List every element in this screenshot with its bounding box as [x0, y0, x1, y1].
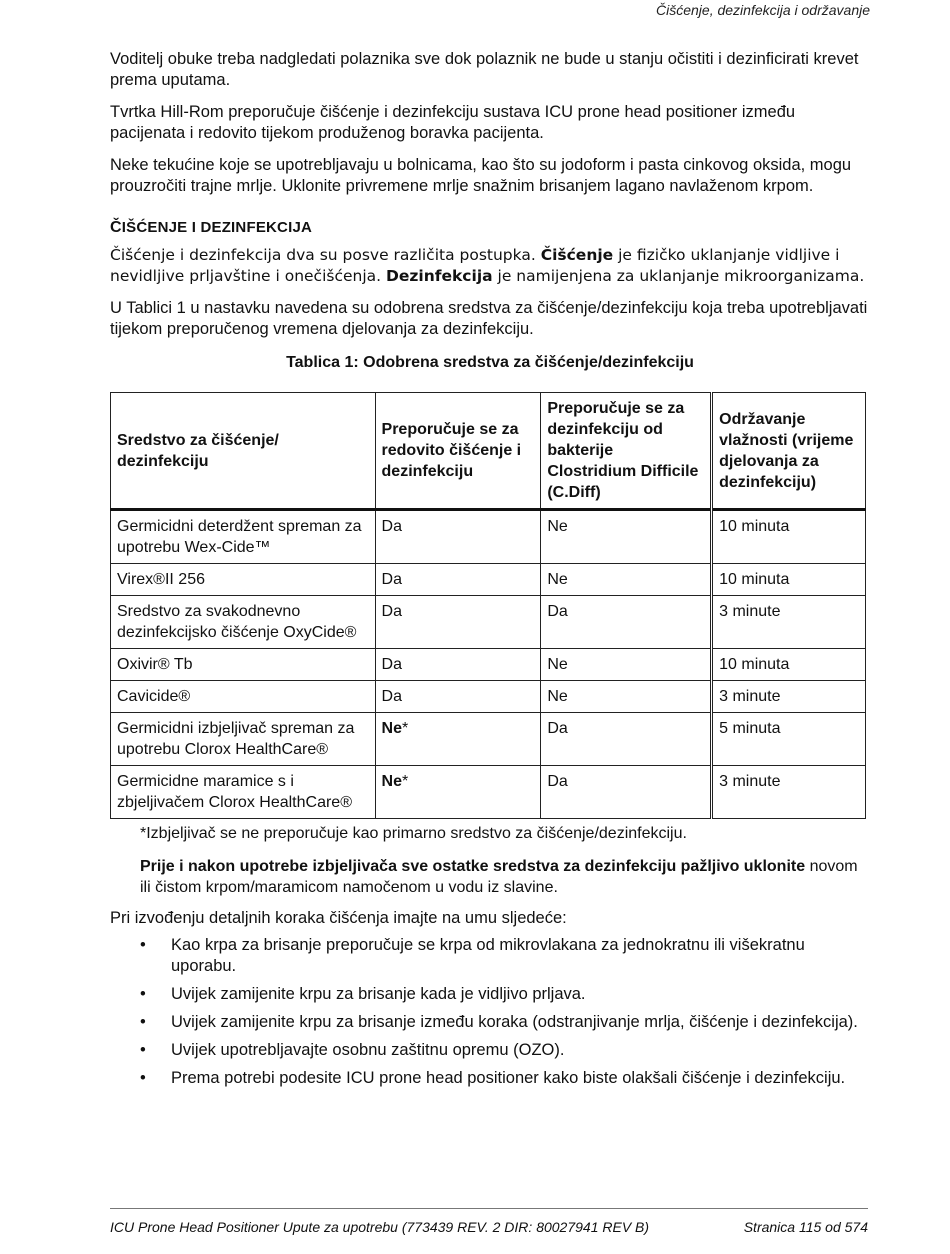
- paragraph-trainer: Voditelj obuke treba nadgledati polaznika sve dok polaznik ne bude u stanju očistiti i dezinficirati krevet prema uputama.: [110, 50, 859, 89]
- bleach-warning-rest: novom ili čistom krpom/maramicom namočenom u vodu iz slavine.: [140, 858, 858, 896]
- table-row: [111, 564, 866, 596]
- steps-intro: Pri izvođenju detaljnih koraka čišćenja imajte na umu sljedeće:: [110, 909, 567, 927]
- cdiff-value: Ne: [541, 681, 712, 713]
- definition-text-2: je fizičko uklanjanje vidljive i nevidljive prljavštine i onečišćenja.: [110, 246, 840, 285]
- approved-agents-table: [110, 392, 866, 819]
- list-item: [110, 1068, 870, 1089]
- cdiff-value: Ne: [541, 649, 712, 681]
- contact-time-value: 3 minute: [712, 681, 866, 713]
- asterisk-mark: *: [401, 720, 409, 737]
- definition-term-disinfection: Dezinfekcija: [386, 267, 493, 285]
- agent-name: Cavicide®: [111, 681, 376, 713]
- paragraph-recommendation: Tvrtka Hill-Rom preporučuje čišćenje i dezinfekciju sustava ICU prone head positioner između pacijenata i redovito tijekom produženog boravka pacijenta.: [110, 103, 796, 142]
- contact-time-value: 5 minuta: [712, 713, 866, 766]
- list-item-text: Uvijek zamijenite krpu za brisanje kada je vidljivo prljava.: [171, 985, 586, 1003]
- list-item-text: Uvijek upotrebljavajte osobnu zaštitnu opremu (OZO).: [171, 1041, 565, 1059]
- contact-time-value: 3 minute: [712, 766, 866, 819]
- list-item-text: Prema potrebi podesite ICU prone head positioner kako biste olakšali čišćenje i dezinfekciju.: [171, 1069, 846, 1087]
- table-header-row: [111, 393, 866, 510]
- routine-value: Da: [375, 596, 541, 649]
- cdiff-value: Ne: [541, 510, 712, 564]
- routine-value: Da: [375, 681, 541, 713]
- cdiff-value: Da: [541, 713, 712, 766]
- routine-value: [375, 766, 541, 819]
- header-cdiff: Preporučuje se za dezinfekciju od bakterije Clostridium Difficile (C.Diff): [541, 393, 712, 510]
- table-row: [111, 713, 866, 766]
- list-item: [110, 1012, 870, 1033]
- section-heading: [110, 219, 870, 237]
- table-intro: U Tablici 1 u nastavku navedena su odobrena sredstva za čišćenje/dezinfekciju koja treba upotrebljavati tijekom preporučenog vremena djelovanja za dezinfekciju.: [110, 299, 868, 338]
- table-caption: Tablica 1: Odobrena sredstva za čišćenje/dezinfekciju: [286, 354, 694, 371]
- table-footnote: *Izbjeljivač se ne preporučuje kao primarno sredstvo za čišćenje/dezinfekciju.: [140, 825, 687, 842]
- header-agent: Sredstvo za čišćenje/ dezinfekciju: [111, 393, 376, 510]
- definition-term-cleaning: Čišćenje: [540, 246, 614, 264]
- footer-page-number: Stranica 115 od 574: [743, 1219, 868, 1235]
- list-item: [110, 1040, 870, 1061]
- routine-value-bold: Ne: [381, 773, 402, 790]
- list-item-text: Uvijek zamijenite krpu za brisanje između koraka (odstranjivanje mrlja, čišćenje i dezinfekcija).: [171, 1013, 858, 1031]
- table-row: [111, 766, 866, 819]
- cdiff-value: Da: [541, 766, 712, 819]
- list-item: [110, 984, 870, 1005]
- table-row: [111, 510, 866, 564]
- running-header: Čišćenje, dezinfekcija i održavanje: [656, 2, 870, 18]
- agent-name: Oxivir® Tb: [111, 649, 376, 681]
- routine-value-bold: Ne: [381, 720, 402, 737]
- bullet-icon: •: [140, 1041, 146, 1059]
- routine-value: Da: [375, 510, 541, 564]
- footer-document-title: ICU Prone Head Positioner Upute za upotrebu (773439 REV. 2 DIR: 80027941 REV B): [110, 1219, 650, 1235]
- agent-name: Germicidne maramice s i zbjeljivačem Clorox HealthCare®: [111, 766, 376, 819]
- section-heading-initial: Č: [110, 219, 122, 236]
- cdiff-value: Da: [541, 596, 712, 649]
- bullet-icon: •: [140, 936, 146, 954]
- page-content: [110, 49, 870, 1096]
- paragraph-stains: Neke tekućine koje se upotrebljavaju u bolnicama, kao što su jodoform i pasta cinkovog oksida, mogu prouzročiti trajne mrlje. Uklonite privremene mrlje snažnim brisanjem lagano navlaženom krpom.: [110, 156, 852, 195]
- bullet-icon: •: [140, 1069, 146, 1087]
- table-row: [111, 681, 866, 713]
- agent-name: Virex®II 256: [111, 564, 376, 596]
- bullet-icon: •: [140, 1013, 146, 1031]
- header-contact-time: Održavanje vlažnosti (vrijeme djelovanja za dezinfekciju): [712, 393, 866, 510]
- header-routine: Preporučuje se za redovito čišćenje i dezinfekciju: [375, 393, 541, 510]
- bleach-warning-bold: Prije i nakon upotrebe izbjeljivača sve ostatke sredstva za dezinfekciju pažljivo uklonite: [140, 858, 806, 875]
- footer-divider: [110, 1208, 868, 1209]
- routine-value: Da: [375, 649, 541, 681]
- contact-time-value: 10 minuta: [712, 649, 866, 681]
- cleaning-steps-list: [110, 935, 870, 1089]
- section-heading-rest: IŠĆENJE I DEZINFEKCIJA: [121, 219, 313, 236]
- bullet-icon: •: [140, 985, 146, 1003]
- bleach-warning: [140, 856, 870, 898]
- contact-time-value: 10 minuta: [712, 510, 866, 564]
- cdiff-value: Ne: [541, 564, 712, 596]
- routine-value: [375, 713, 541, 766]
- agent-name: Germicidni izbjeljivač spreman za upotrebu Clorox HealthCare®: [111, 713, 376, 766]
- list-item-text: Kao krpa za brisanje preporučuje se krpa od mikrovlakana za jednokratnu ili višekratnu uporabu.: [171, 936, 805, 975]
- table-row: [111, 596, 866, 649]
- definition-text-1: Čišćenje i dezinfekcija dva su posve različita postupka.: [110, 246, 541, 264]
- contact-time-value: 10 minuta: [712, 564, 866, 596]
- definition-text-3: je namijenjena za uklanjanje mikroorganizama.: [492, 267, 865, 285]
- contact-time-value: 3 minute: [712, 596, 866, 649]
- table-row: [111, 649, 866, 681]
- list-item: [110, 935, 870, 977]
- definition-paragraph: [110, 245, 870, 287]
- asterisk-mark: *: [401, 773, 409, 790]
- agent-name: Sredstvo za svakodnevno dezinfekcijsko čišćenje OxyCide®: [111, 596, 376, 649]
- routine-value: Da: [375, 564, 541, 596]
- agent-name: Germicidni deterdžent spreman za upotrebu Wex-Cide™: [111, 510, 376, 564]
